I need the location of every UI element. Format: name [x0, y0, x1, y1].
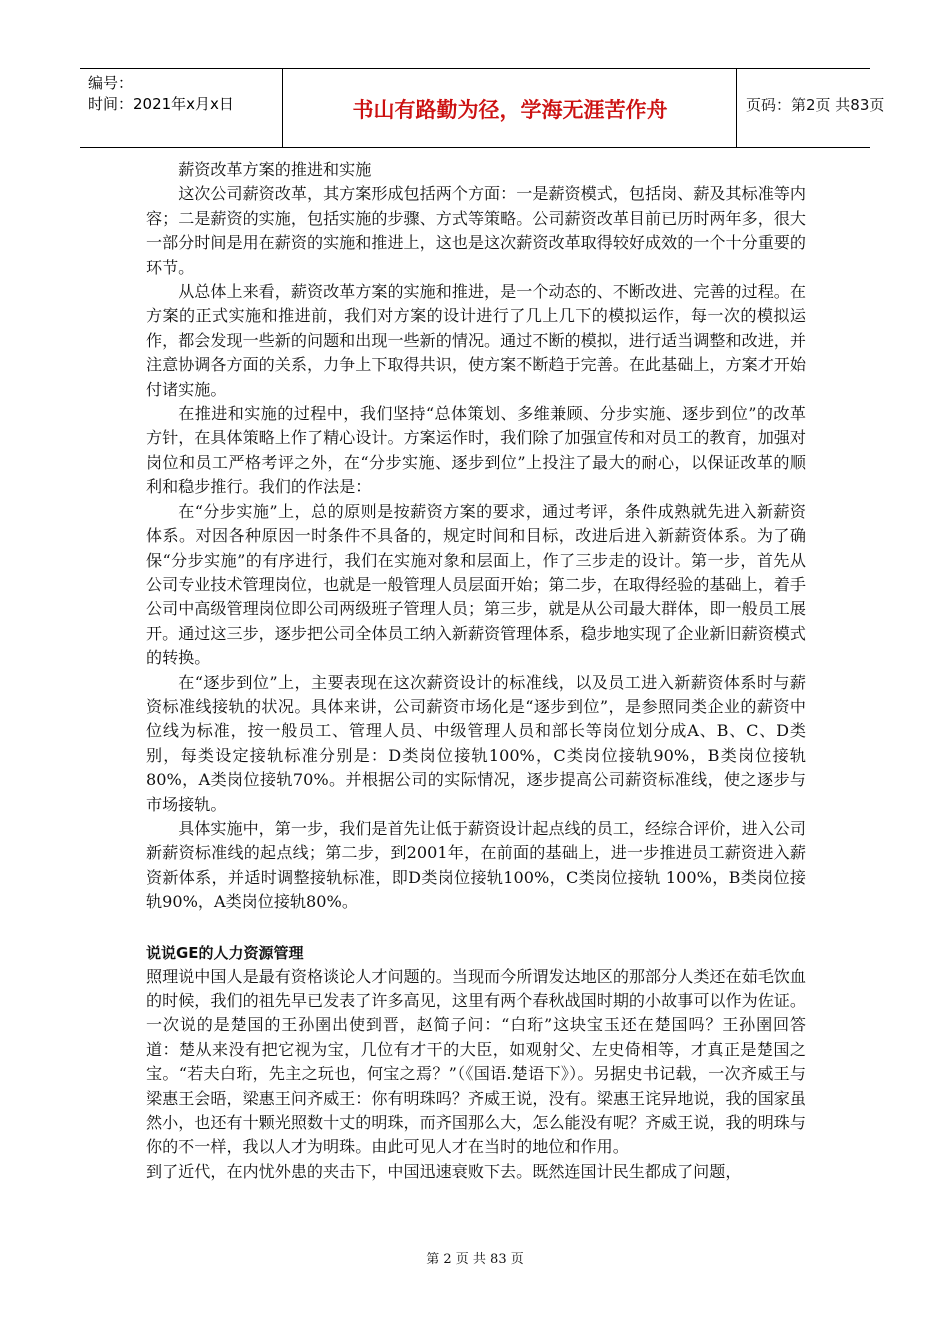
paragraph: 在推进和实施的过程中，我们坚持“总体策划、多维兼顾、分步实施、逐步到位”的改革方针，在具体策略上作了精心设计。方案运作时，我们除了加强宣传和对员工的教育，加强对岗位和员工严格考评之外，在“分步实施、逐步到位”上投注了最大的耐心，以保证改革的顺利和稳步推行。我们的作法是： [146, 404, 806, 497]
paragraph: 从总体上来看，薪资改革方案的实施和推进，是一个动态的、不断改进、完善的过程。在方案的正式实施和推进前，我们对方案的设计进行了几上几下的模拟运作，每一次的模拟运作，都会发现一些新的问题和出现一些新的情况。通过不断的模拟，进行适当调整和改进，并注意协调各方面的关系，力争上下取得共识，使方案不断趋于完善。在此基础上，方案才开始付诸实施。 [146, 282, 806, 399]
header-page-code: 页码：第2页 共83页 [746, 96, 885, 114]
header-number-label: 编号： [88, 74, 134, 92]
article-title-salary-reform: 薪资改革方案的推进和实施 [178, 160, 372, 179]
header-motto: 书山有路勤为径，学海无涯苦作舟 [352, 98, 668, 122]
paragraph: 到了近代，在内忧外患的夹击下，中国迅速衰败下去。既然连国计民生都成了问题， [146, 1161, 742, 1181]
header-table [80, 68, 885, 148]
paragraph: 在“逐步到位”上，主要表现在这次薪资设计的标准线，以及员工进入新薪资体系时与薪资标准线接轨的状况。具体来讲，公司薪资市场化是“逐步到位”，是参照同类企业的薪资中位线为标准，按一般员工、管理人员、中级管理人员和部长等岗位划分成A、B、C、D类别，每类设定接轨标准分别是：D类岗位接轨100%，C类岗位接轨90%，B类岗位接轨 80%，A类岗位接轨70%。并根据公司的实际情况，逐步提高公司薪资标准线，使之逐步与市场接轨。 [146, 672, 806, 814]
header-cell-info [80, 69, 283, 147]
header-cell-page [738, 69, 885, 147]
paragraph: 在“分步实施”上，总的原则是按薪资方案的要求，通过考评，条件成熟就先进入新薪资体系。对因各种原因一时条件不具备的，规定时间和目标，改进后进入新薪资体系。为了确保“分步实施”的有序进行，我们在实施对象和层面上，作了三步走的设计。第一步，首先从公司专业技术管理岗位，也就是一般管理人员层面开始；第二步，在取得经验的基础上，着手公司中高级管理岗位即公司两级班子管理人员；第三步，就是从公司最大群体，即一般员工展开。通过这三步，逐步把公司全体员工纳入新薪资管理体系，稳步地实现了企业新旧薪资模式的转换。 [146, 501, 806, 668]
paragraph: 具体实施中，第一步，我们是首先让低于薪资设计起点线的员工，经综合评价，进入公司新薪资标准线的起点线；第二步，到2001年，在前面的基础上，进一步推进员工薪资进入薪资新体系，并适时调整接轨标准，即D类岗位接轨100%，C类岗位接轨 100%，B类岗位接轨90%，A类岗位接轨80%。 [146, 818, 806, 912]
page-footer: 第 2 页 共 83 页 [426, 1252, 524, 1267]
header-cell-motto [284, 69, 737, 147]
header-time-label: 时间：2021年x月x日 [88, 95, 234, 113]
paragraph: 这次公司薪资改革，其方案形成包括两个方面：一是薪资模式，包括岗、薪及其标准等内容；二是薪资的实施，包括实施的步骤、方式等策略。公司薪资改革目前已历时两年多，很大一部分时间是用在薪资的实施和推进上，这也是这次薪资改革取得较好成效的一个十分重要的环节。 [146, 184, 806, 277]
article-title-ge-hr: 说说GE的人力资源管理 [146, 943, 304, 962]
paragraph: 照理说中国人是最有资格谈论人才问题的。当现而今所谓发达地区的那部分人类还在茹毛饮血的时候，我们的祖先早已发表了许多高见，这里有两个春秋战国时期的小故事可以作为佐证。一次说的是楚国的王孙圉出使到晋，赵简子问：“白珩”这块宝玉还在楚国吗？王孙圉回答道：楚从来没有把它视为宝，几位有才干的大臣，如观射父、左史倚相等，才真正是楚国之宝。“若夫白珩，先主之玩也，何宝之焉？”（《国语.楚语下》）。另据史书记载，一次齐威王与梁惠王会晤，梁惠王问齐威王：你有明珠吗？齐威王说，没有。梁惠王诧异地说，我的国家虽然小，也还有十颗光照数十丈的明珠，而齐国那么大，怎么能没有呢？齐威王说，我的明珠与你的不一样，我以人才为明珠。由此可见人才在当时的地位和作用。 [146, 966, 806, 1157]
document-body [146, 158, 806, 1184]
